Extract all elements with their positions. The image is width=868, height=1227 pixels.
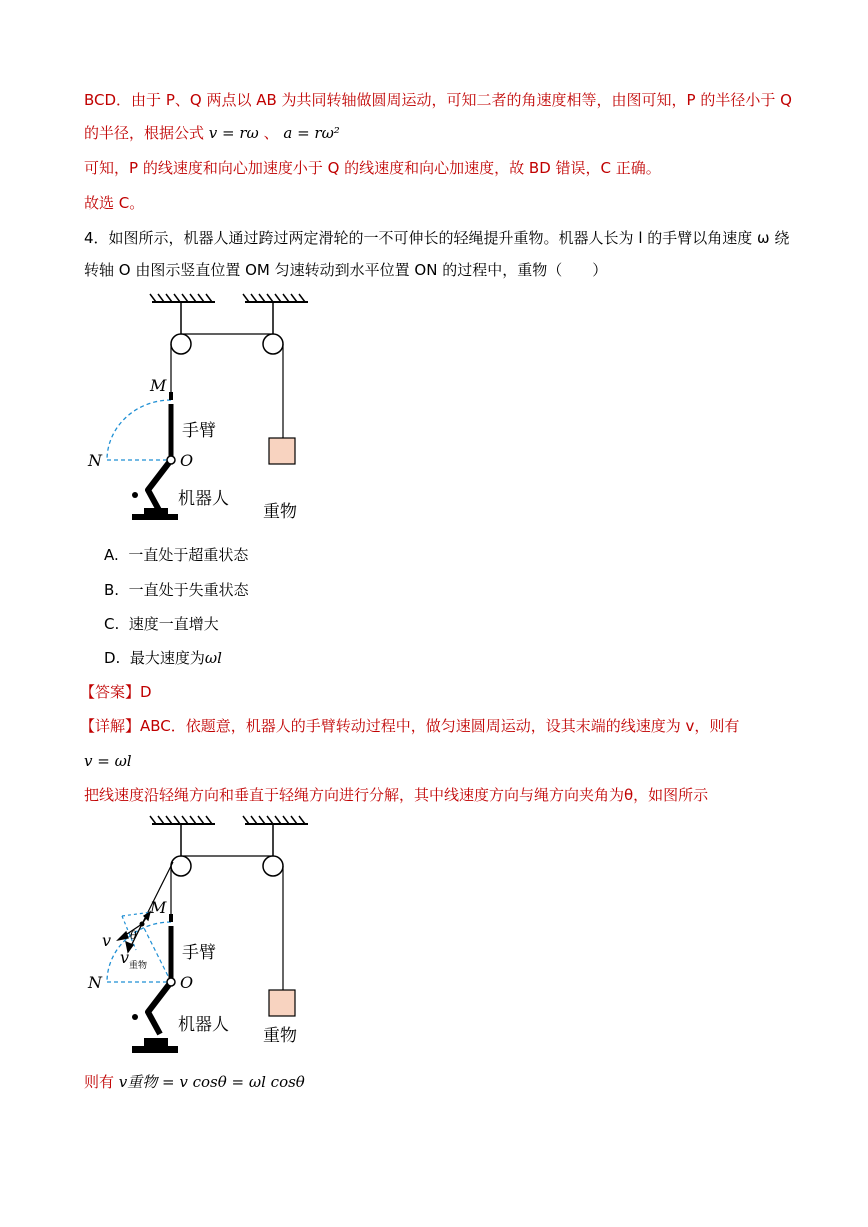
label-robot: 机器人	[178, 489, 229, 509]
label-M: M	[150, 376, 167, 395]
explain-final-prefix: 则有	[84, 1073, 115, 1091]
answer-value: D	[140, 683, 152, 701]
explain-line-1	[80, 715, 739, 737]
explain-line-3: 把线速度沿轻绳方向和垂直于轻绳方向进行分解，其中线速度方向与绳方向夹角为θ，如图所示	[84, 786, 709, 804]
formula-v-r-omega: v = rω	[208, 124, 259, 142]
explain-tag: 【详解】	[80, 717, 141, 735]
prev-solution-line-2	[84, 122, 340, 144]
answer-line	[80, 681, 152, 703]
label-arm: 手臂	[182, 421, 216, 441]
label-N: N	[88, 451, 102, 470]
question-line-1	[84, 227, 789, 249]
label-O: O	[180, 451, 194, 470]
formula-separator: 、	[263, 124, 279, 142]
explain-final-formula: v重物 = v cosθ = ωl cosθ	[118, 1073, 305, 1091]
fig2-label-weight: 重物	[263, 1026, 297, 1046]
pulley-left	[171, 334, 191, 354]
figure-2	[80, 812, 340, 1062]
fig2-label-arm: 手臂	[182, 943, 216, 963]
option-b: B. 一直处于失重状态	[104, 581, 249, 599]
question-line-2: 转轴 O 由图示竖直位置 OM 匀速转动到水平位置 ON 的过程中，重物（ ）	[84, 261, 608, 279]
weight-box	[269, 438, 295, 464]
explain-formula-v: v = ωl	[84, 752, 132, 770]
label-weight: 重物	[263, 502, 297, 522]
fig2-label-theta: θ	[130, 929, 137, 942]
option-d: D. 最大速度为ωl	[104, 649, 222, 667]
fig2-label-v: v	[102, 931, 112, 950]
option-a: A. 一直处于超重状态	[104, 546, 249, 564]
fig2-label-robot: 机器人	[178, 1015, 229, 1035]
prev-line2-text: 的半径，根据公式	[84, 124, 205, 142]
answer-tag: 【答案】	[80, 683, 141, 701]
prev-solution-line-4: 故选 C。	[84, 194, 145, 212]
fig2-label-N: N	[88, 973, 102, 992]
fig2-label-M: M	[150, 898, 167, 917]
figure-1	[80, 290, 340, 540]
prev-solution-line-1: BCD．由于 P、Q 两点以 AB 为共同转轴做圆周运动，可知二者的角速度相等，由图可知，P 的半径小于 Q	[84, 91, 792, 109]
pulley-right	[263, 334, 283, 354]
option-c: C. 速度一直增大	[104, 615, 219, 633]
fig2-label-v-weight: v	[120, 948, 130, 967]
question-text-1: 如图所示，机器人通过跨过两定滑轮的一不可伸长的轻绳提升重物。机器人长为 l 的手臂以角速度 ω 绕	[108, 229, 790, 247]
explain-text-1: ABC．依题意，机器人的手臂转动过程中，做匀速圆周运动，设其末端的线速度为 v，则有	[140, 717, 740, 735]
formula-a-r-omega2: a = rω²	[283, 124, 340, 142]
fig2-label-v-weight-sub: 重物	[129, 961, 148, 971]
explain-final-line	[84, 1071, 305, 1093]
prev-solution-line-3: 可知，P 的线速度和向心加速度小于 Q 的线速度和向心加速度，故 BD 错误，C 正确。	[84, 159, 661, 177]
fig2-label-O: O	[180, 973, 194, 992]
question-number: 4．	[84, 229, 109, 247]
